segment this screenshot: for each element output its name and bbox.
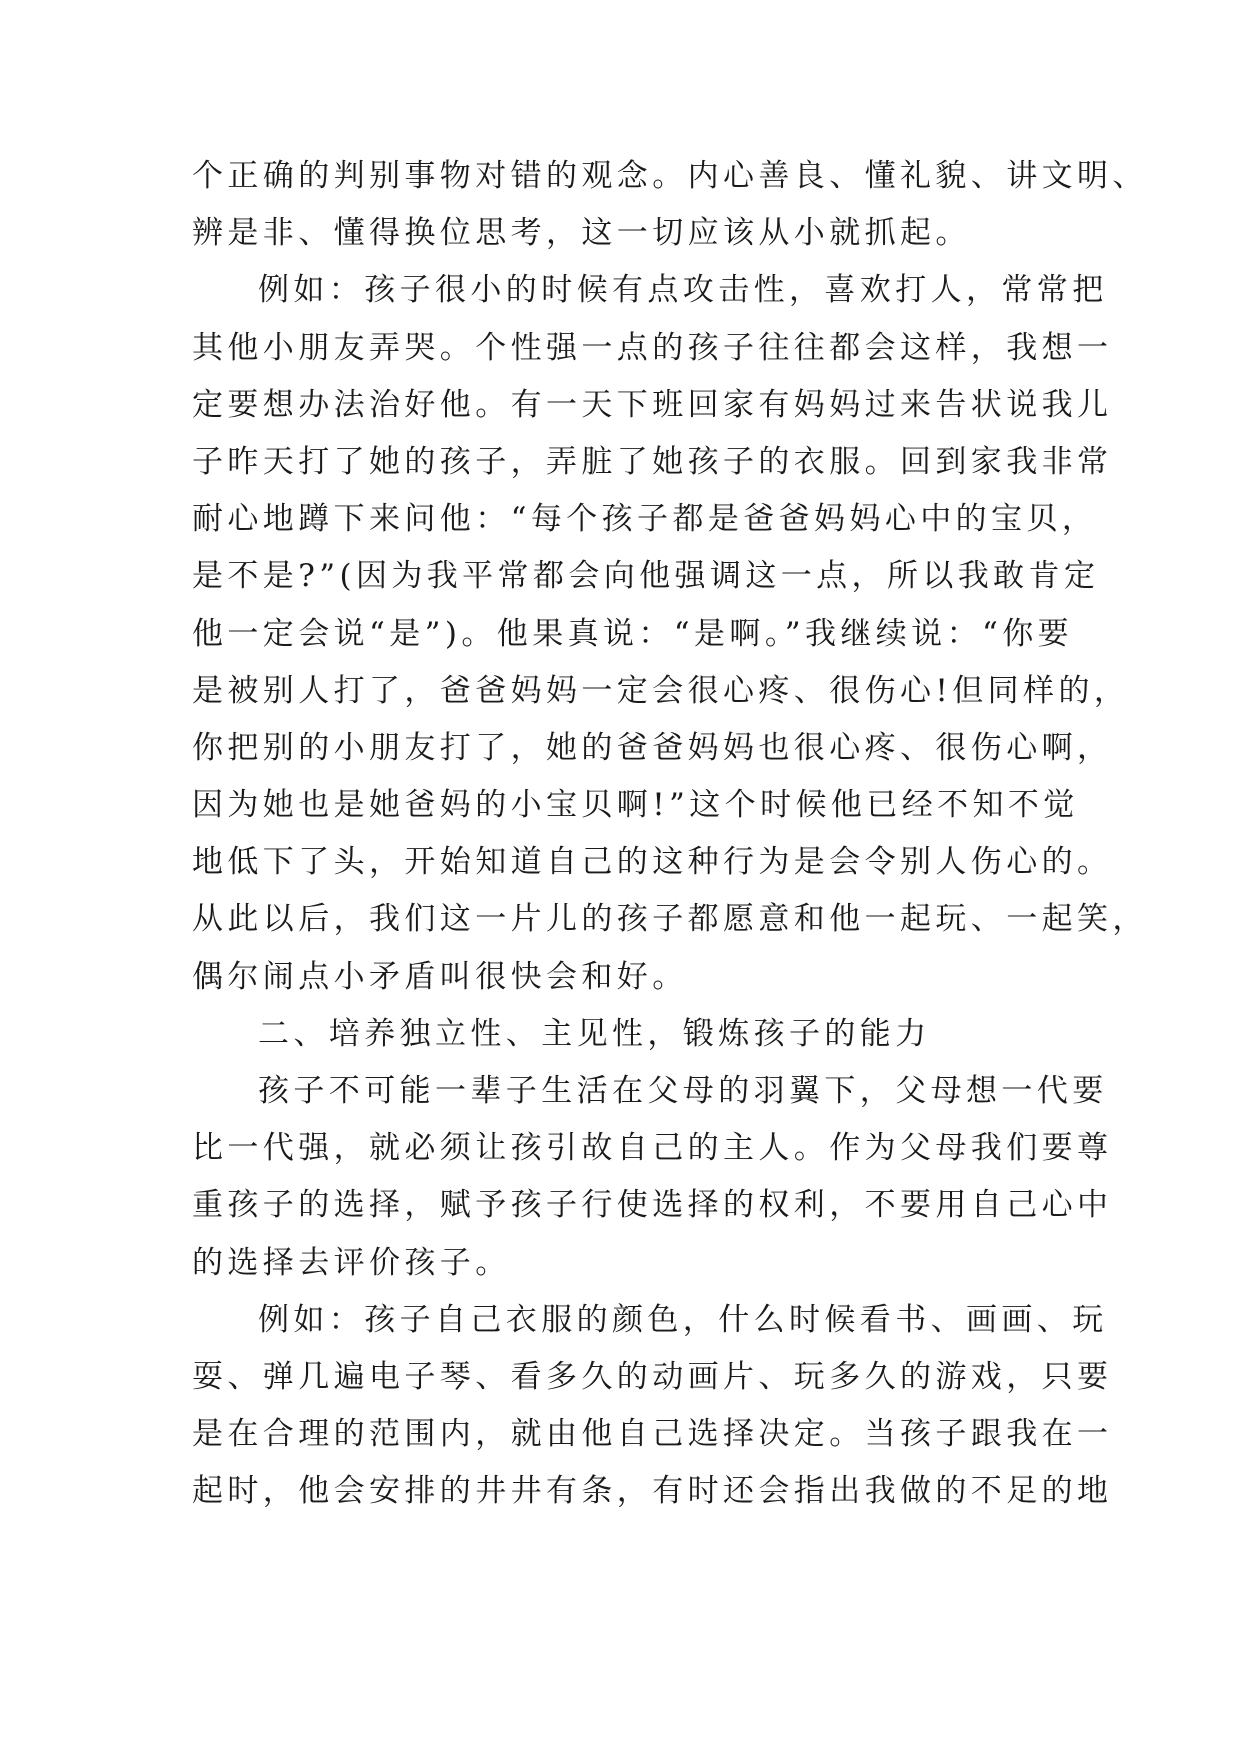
text-line: 偶尔闹点小矛盾叫很快会和好。 [192, 958, 688, 995]
text-line: 二、培养独立性、主见性，锻炼孩子的能力 [258, 1015, 931, 1052]
text-line: 的选择去评价孩子。 [192, 1244, 511, 1281]
text-line: 个正确的判别事物对错的观念。内心善良、懂礼貌、讲文明、 [192, 158, 1148, 194]
text-line: 他一定会说“是”)。他果真说：“是啊。”我继续说：“你要 [192, 615, 1074, 652]
text-line: 耍、弹几遍电子琴、看多久的动画片、玩多久的游戏，只要 [192, 1358, 1113, 1395]
text-line: 你把别的小朋友打了，她的爸爸妈妈也很心疼、很伤心啊， [192, 729, 1113, 766]
text-line: 地低下了头，开始知道自己的这种行为是会令别人伤心的。 [192, 844, 1113, 881]
text-line: 是在合理的范围内，就由他自己选择决定。当孩子跟我在一 [192, 1416, 1113, 1453]
text-line: 例如：孩子自己衣服的颜色，什么时候看书、画画、玩 [258, 1301, 1108, 1338]
body-text [192, 148, 1148, 1521]
text-line: 重孩子的选择，赋予孩子行使选择的权利，不要用自己心中 [192, 1187, 1113, 1224]
text-line: 子昨天打了她的孩子，弄脏了她孩子的衣服。回到家我非常 [192, 443, 1113, 480]
text-line: 例如：孩子很小的时候有点攻击性，喜欢打人，常常把 [258, 272, 1108, 309]
text-line: 比一代强，就必须让孩引故自己的主人。作为父母我们要尊 [192, 1130, 1113, 1167]
text-line: 从此以后，我们这一片儿的孩子都愿意和他一起玩、一起笑， [192, 901, 1148, 938]
text-line: 其他小朋友弄哭。个性强一点的孩子往往都会这样，我想一 [192, 329, 1113, 366]
text-line: 是不是?”(因为我平常都会向他强调这一点，所以我敢肯定 [192, 558, 1100, 595]
text-line: 定要想办法治好他。有一天下班回家有妈妈过来告状说我儿 [192, 386, 1113, 423]
text-line: 耐心地蹲下来问他：“每个孩子都是爸爸妈妈心中的宝贝， [192, 501, 1098, 538]
text-line: 是被别人打了，爸爸妈妈一定会很心疼、很伤心!但同样的， [192, 672, 1130, 709]
text-line: 因为她也是她爸妈的小宝贝啊!”这个时候他已经不知不觉 [192, 787, 1079, 824]
text-line: 辨是非、懂得换位思考，这一切应该从小就抓起。 [192, 215, 971, 252]
text-line: 起时，他会安排的井井有条，有时还会指出我做的不足的地 [192, 1473, 1113, 1510]
text-line: 孩子不可能一辈子生活在父母的羽翼下，父母想一代要 [258, 1073, 1108, 1109]
